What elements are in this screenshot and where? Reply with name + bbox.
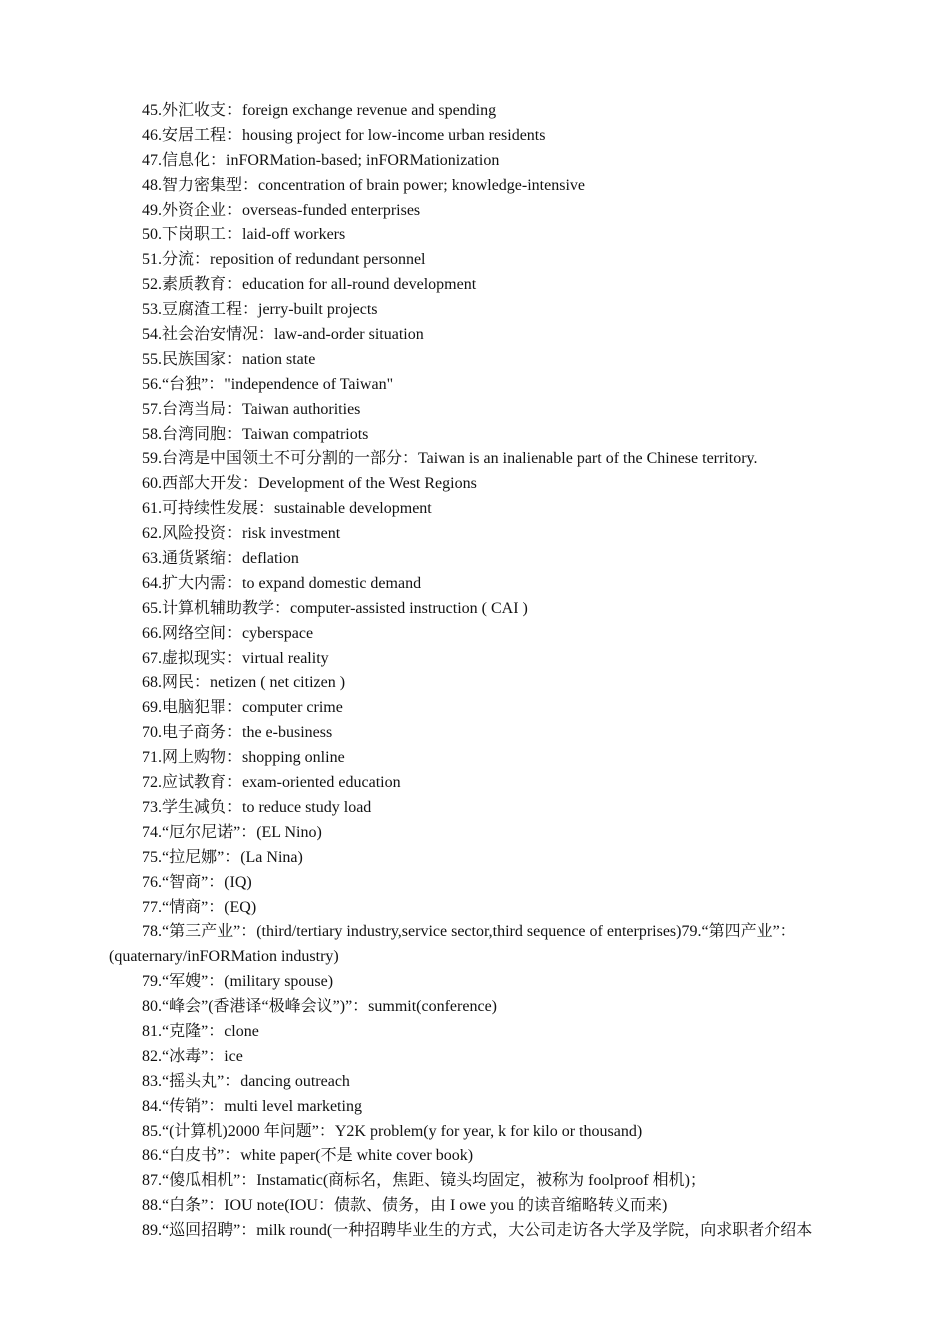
glossary-entry: 70.电子商务：the e-business [142, 724, 333, 742]
glossary-entry: 73.学生减负：to reduce study load [142, 798, 372, 816]
glossary-entry-78-first-line: 78.“第三产业”：(third/tertiary industry,service sector,third sequence of enterprises)79.“第四产业”： [142, 923, 796, 941]
glossary-entry: 68.网民：netizen ( net citizen ) [142, 674, 346, 692]
glossary-entry: 53.豆腐渣工程：jerry-built projects [142, 301, 378, 319]
glossary-entry: 58.台湾同胞：Taiwan compatriots [142, 425, 369, 443]
glossary-entry: 79.“军嫂”：(military spouse) [142, 973, 334, 991]
glossary-entry-78-continuation: (quaternary/inFORMation industry) [109, 948, 339, 966]
glossary-entry: 47.信息化：inFORMation-based; inFORMationization [142, 151, 500, 169]
glossary-entry: 74.“厄尔尼诺”：(EL Nino) [142, 823, 322, 841]
glossary-entry: 81.“克隆”：clone [142, 1022, 259, 1040]
glossary-entry: 88.“白条”：IOU note(IOU：债款、债务，由 I owe you 的读音缩略转义而来) [142, 1197, 668, 1215]
glossary-entry: 64.扩大内需：to expand domestic demand [142, 574, 422, 592]
glossary-entry: 55.民族国家：nation state [142, 350, 316, 368]
glossary-entry: 49.外资企业：overseas-funded enterprises [142, 201, 421, 219]
glossary-entry: 71.网上购物：shopping online [142, 749, 345, 767]
glossary-entry: 84.“传销”：multi level marketing [142, 1097, 362, 1115]
glossary-entry: 62.风险投资：risk investment [142, 525, 341, 543]
glossary-entry: 83.“摇头丸”：dancing outreach [142, 1072, 350, 1090]
glossary-entry: 50.下岗职工：laid-off workers [142, 226, 346, 244]
glossary-entry: 60.西部大开发：Development of the West Regions [142, 475, 477, 493]
glossary-entry: 85.“(计算机)2000 年问题”：Y2K problem(y for year, k for kilo or thousand) [142, 1122, 643, 1140]
glossary-entry: 87.“傻瓜相机”：Instamatic(商标名，焦距、镜头均固定，被称为 foolproof 相机)； [142, 1172, 706, 1190]
glossary-entry: 86.“白皮书”：white paper(不是 white cover book) [142, 1147, 474, 1165]
glossary-entry: 46.安居工程：housing project for low-income urban residents [142, 126, 546, 144]
glossary-entry: 65.计算机辅助教学：computer-assisted instruction ( CAI ) [142, 599, 528, 617]
glossary-entry: 75.“拉尼娜”：(La Nina) [142, 848, 303, 866]
glossary-entry: 72.应试教育：exam-oriented education [142, 774, 401, 792]
glossary-entry: 57.台湾当局：Taiwan authorities [142, 400, 361, 418]
glossary-entry: 76.“智商”：(IQ) [142, 873, 252, 891]
glossary-entry: 48.智力密集型：concentration of brain power; knowledge-intensive [142, 176, 586, 194]
glossary-entry: 66.网络空间：cyberspace [142, 624, 314, 642]
glossary-entry: 69.电脑犯罪：computer crime [142, 699, 343, 717]
glossary-list-part-2 [109, 970, 844, 1244]
glossary-entry: 67.虚拟现实：virtual reality [142, 649, 329, 667]
glossary-entry: 89.“巡回招聘”：milk round(一种招聘毕业生的方式，大公司走访各大学及学院，向求职者介绍本 [142, 1222, 813, 1240]
glossary-entry: 80.“峰会”(香港译“极峰会议”)”：summit(conference) [142, 998, 497, 1016]
glossary-entry: 63.通货紧缩：deflation [142, 550, 299, 568]
glossary-entry: 52.素质教育：education for all-round development [142, 276, 477, 294]
glossary-entry: 82.“冰毒”：ice [142, 1047, 243, 1065]
glossary-entry: 59.台湾是中国领土不可分割的一部分：Taiwan is an inalienable part of the Chinese territory. [142, 450, 758, 468]
document-page [109, 99, 844, 1244]
glossary-entry: 51.分流：reposition of redundant personnel [142, 251, 426, 269]
glossary-entry: 45.外汇收支：foreign exchange revenue and spending [142, 102, 497, 119]
glossary-entry: 77.“情商”：(EQ) [142, 898, 257, 916]
glossary-entry: 61.可持续性发展：sustainable development [142, 500, 432, 518]
glossary-entry: 56.“台独”："independence of Taiwan" [142, 375, 394, 393]
glossary-list-part-1 [109, 99, 844, 920]
glossary-entry: 54.社会治安情况：law-and-order situation [142, 326, 424, 344]
